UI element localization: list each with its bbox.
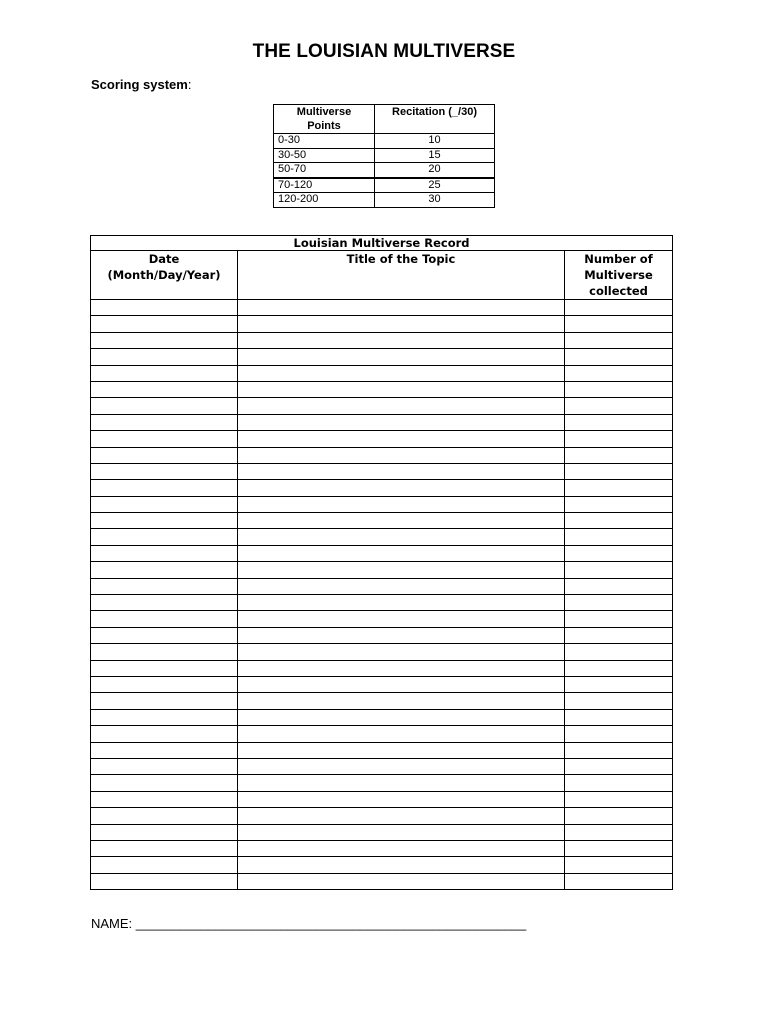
- scoring-header-recitation: Recitation (_/30): [375, 105, 495, 134]
- record-topic-cell[interactable]: [238, 463, 565, 479]
- record-count-cell[interactable]: [565, 496, 673, 512]
- record-topic-cell[interactable]: [238, 758, 565, 774]
- record-count-cell[interactable]: [565, 529, 673, 545]
- record-header-count-line2: Multiverse: [584, 268, 653, 282]
- scoring-row: [274, 193, 495, 208]
- record-date-cell[interactable]: [91, 463, 238, 479]
- record-count-cell[interactable]: [565, 742, 673, 758]
- record-topic-cell[interactable]: [238, 300, 565, 316]
- record-count-cell[interactable]: [565, 857, 673, 873]
- record-topic-cell[interactable]: [238, 349, 565, 365]
- record-row: [91, 316, 673, 332]
- record-row: [91, 595, 673, 611]
- record-count-cell[interactable]: [565, 595, 673, 611]
- record-row: [91, 447, 673, 463]
- record-date-cell[interactable]: [91, 431, 238, 447]
- record-count-cell[interactable]: [565, 824, 673, 840]
- record-date-cell[interactable]: [91, 578, 238, 594]
- record-row: [91, 840, 673, 856]
- record-count-cell[interactable]: [565, 693, 673, 709]
- record-topic-cell[interactable]: [238, 332, 565, 348]
- record-date-cell[interactable]: [91, 496, 238, 512]
- scoring-recitation-cell: 25: [375, 178, 495, 193]
- record-date-cell[interactable]: [91, 627, 238, 643]
- scoring-row: [274, 163, 495, 178]
- record-topic-cell[interactable]: [238, 529, 565, 545]
- record-row: [91, 758, 673, 774]
- record-topic-cell[interactable]: [238, 808, 565, 824]
- record-row: [91, 644, 673, 660]
- name-field: [91, 916, 526, 931]
- record-row: [91, 332, 673, 348]
- record-count-cell[interactable]: [565, 562, 673, 578]
- record-date-cell[interactable]: [91, 447, 238, 463]
- scoring-recitation-cell: 10: [375, 134, 495, 149]
- record-row: [91, 824, 673, 840]
- scoring-label-colon: :: [187, 77, 192, 92]
- record-topic-cell[interactable]: [238, 824, 565, 840]
- record-row: [91, 496, 673, 512]
- record-date-cell[interactable]: [91, 381, 238, 397]
- record-row: [91, 775, 673, 791]
- record-date-cell[interactable]: [91, 332, 238, 348]
- record-date-cell[interactable]: [91, 791, 238, 807]
- record-count-cell[interactable]: [565, 627, 673, 643]
- scoring-label-text: Scoring system: [91, 77, 188, 92]
- record-count-cell[interactable]: [565, 463, 673, 479]
- record-topic-cell[interactable]: [238, 676, 565, 692]
- record-row: [91, 660, 673, 676]
- record-row: [91, 676, 673, 692]
- record-header-count-line3: collected: [589, 284, 648, 298]
- record-row: [91, 529, 673, 545]
- record-date-cell[interactable]: [91, 545, 238, 561]
- record-topic-cell[interactable]: [238, 595, 565, 611]
- record-row: [91, 349, 673, 365]
- record-topic-cell[interactable]: [238, 431, 565, 447]
- record-topic-cell[interactable]: [238, 316, 565, 332]
- record-topic-cell[interactable]: [238, 644, 565, 660]
- scoring-row: [274, 134, 495, 149]
- record-count-cell[interactable]: [565, 578, 673, 594]
- record-table: [90, 235, 673, 890]
- record-row: [91, 480, 673, 496]
- record-row: [91, 300, 673, 316]
- record-date-cell[interactable]: [91, 316, 238, 332]
- record-row: [91, 562, 673, 578]
- record-row: [91, 414, 673, 430]
- record-row: [91, 791, 673, 807]
- scoring-points-cell: 30-50: [274, 148, 375, 163]
- record-date-cell[interactable]: [91, 611, 238, 627]
- record-row: [91, 857, 673, 873]
- record-count-cell[interactable]: [565, 840, 673, 856]
- record-count-cell[interactable]: [565, 480, 673, 496]
- record-date-cell[interactable]: [91, 414, 238, 430]
- record-topic-cell[interactable]: [238, 775, 565, 791]
- record-topic-cell[interactable]: [238, 365, 565, 381]
- record-count-cell[interactable]: [565, 431, 673, 447]
- record-date-cell[interactable]: [91, 693, 238, 709]
- document-title: THE LOUISIAN MULTIVERSE: [252, 41, 516, 62]
- record-topic-cell[interactable]: [238, 660, 565, 676]
- scoring-points-cell: 50-70: [274, 163, 375, 178]
- record-count-cell[interactable]: [565, 611, 673, 627]
- record-date-cell[interactable]: [91, 660, 238, 676]
- record-row: [91, 431, 673, 447]
- record-date-cell[interactable]: [91, 365, 238, 381]
- record-row: [91, 627, 673, 643]
- scoring-label: [91, 77, 191, 92]
- record-topic-cell[interactable]: [238, 545, 565, 561]
- record-count-cell[interactable]: [565, 545, 673, 561]
- record-count-cell[interactable]: [565, 349, 673, 365]
- record-date-cell[interactable]: [91, 513, 238, 529]
- record-date-cell[interactable]: [91, 873, 238, 889]
- record-row: [91, 398, 673, 414]
- record-row: [91, 873, 673, 889]
- scoring-row: [274, 178, 495, 193]
- record-topic-cell[interactable]: [238, 693, 565, 709]
- record-header-date-line1: Date: [148, 252, 180, 266]
- record-row: [91, 578, 673, 594]
- record-row: [91, 693, 673, 709]
- scoring-row: [274, 148, 495, 163]
- record-row: [91, 545, 673, 561]
- record-count-cell[interactable]: [565, 775, 673, 791]
- record-topic-cell[interactable]: [238, 726, 565, 742]
- scoring-table: [273, 104, 495, 208]
- record-topic-cell[interactable]: [238, 840, 565, 856]
- record-count-cell[interactable]: [565, 300, 673, 316]
- record-count-cell[interactable]: [565, 447, 673, 463]
- record-topic-cell[interactable]: [238, 447, 565, 463]
- record-row: [91, 463, 673, 479]
- record-row: [91, 742, 673, 758]
- record-date-cell[interactable]: [91, 644, 238, 660]
- record-date-cell[interactable]: [91, 726, 238, 742]
- record-date-cell[interactable]: [91, 562, 238, 578]
- record-row: [91, 808, 673, 824]
- record-topic-cell[interactable]: [238, 873, 565, 889]
- scoring-points-cell: 120-200: [274, 193, 375, 208]
- record-date-cell[interactable]: [91, 676, 238, 692]
- record-count-cell[interactable]: [565, 726, 673, 742]
- record-topic-cell[interactable]: [238, 398, 565, 414]
- record-count-cell[interactable]: [565, 660, 673, 676]
- record-date-cell[interactable]: [91, 824, 238, 840]
- record-header-date-line2: (Month/Day/Year): [107, 268, 221, 282]
- scoring-recitation-cell: 20: [375, 163, 495, 178]
- record-count-cell[interactable]: [565, 398, 673, 414]
- record-topic-cell[interactable]: [238, 381, 565, 397]
- record-row: [91, 513, 673, 529]
- record-topic-cell[interactable]: [238, 791, 565, 807]
- record-count-cell[interactable]: [565, 808, 673, 824]
- record-topic-cell[interactable]: [238, 414, 565, 430]
- scoring-points-cell: 0-30: [274, 134, 375, 149]
- record-row: [91, 709, 673, 725]
- record-topic-cell[interactable]: [238, 562, 565, 578]
- record-topic-cell[interactable]: [238, 480, 565, 496]
- record-date-cell[interactable]: [91, 840, 238, 856]
- record-row: [91, 726, 673, 742]
- record-count-cell[interactable]: [565, 709, 673, 725]
- record-row: [91, 365, 673, 381]
- record-date-cell[interactable]: [91, 529, 238, 545]
- record-topic-cell[interactable]: [238, 742, 565, 758]
- record-count-cell[interactable]: [565, 758, 673, 774]
- record-date-cell[interactable]: [91, 398, 238, 414]
- record-date-cell[interactable]: [91, 808, 238, 824]
- record-header-count-line1: Number of: [584, 252, 653, 266]
- record-topic-cell[interactable]: [238, 578, 565, 594]
- record-date-cell[interactable]: [91, 480, 238, 496]
- record-count-cell[interactable]: [565, 316, 673, 332]
- record-count-cell[interactable]: [565, 365, 673, 381]
- record-date-cell[interactable]: [91, 775, 238, 791]
- record-topic-cell[interactable]: [238, 496, 565, 512]
- record-count-cell[interactable]: [565, 513, 673, 529]
- record-date-cell[interactable]: [91, 349, 238, 365]
- record-header-count: [565, 251, 673, 300]
- record-topic-cell[interactable]: [238, 627, 565, 643]
- record-count-cell[interactable]: [565, 332, 673, 348]
- scoring-recitation-cell: 30: [375, 193, 495, 208]
- name-label: NAME:: [91, 916, 133, 931]
- record-topic-cell[interactable]: [238, 611, 565, 627]
- record-topic-cell[interactable]: [238, 709, 565, 725]
- scoring-points-cell: 70-120: [274, 178, 375, 193]
- record-date-cell[interactable]: [91, 758, 238, 774]
- record-date-cell[interactable]: [91, 857, 238, 873]
- scoring-recitation-cell: 15: [375, 148, 495, 163]
- record-count-cell[interactable]: [565, 791, 673, 807]
- record-count-cell[interactable]: [565, 644, 673, 660]
- record-count-cell[interactable]: [565, 414, 673, 430]
- record-count-cell[interactable]: [565, 381, 673, 397]
- record-topic-cell[interactable]: [238, 857, 565, 873]
- record-date-cell[interactable]: [91, 742, 238, 758]
- record-date-cell[interactable]: [91, 709, 238, 725]
- record-count-cell[interactable]: [565, 873, 673, 889]
- scoring-header-points: Multiverse Points: [274, 105, 375, 134]
- record-row: [91, 381, 673, 397]
- record-header-topic: Title of the Topic: [238, 251, 565, 300]
- record-caption: Louisian Multiverse Record: [91, 236, 673, 251]
- record-date-cell[interactable]: [91, 300, 238, 316]
- name-line[interactable]: ______________________________________________________: [135, 916, 527, 931]
- record-header-date: [91, 251, 238, 300]
- record-topic-cell[interactable]: [238, 513, 565, 529]
- record-count-cell[interactable]: [565, 676, 673, 692]
- record-row: [91, 611, 673, 627]
- record-date-cell[interactable]: [91, 595, 238, 611]
